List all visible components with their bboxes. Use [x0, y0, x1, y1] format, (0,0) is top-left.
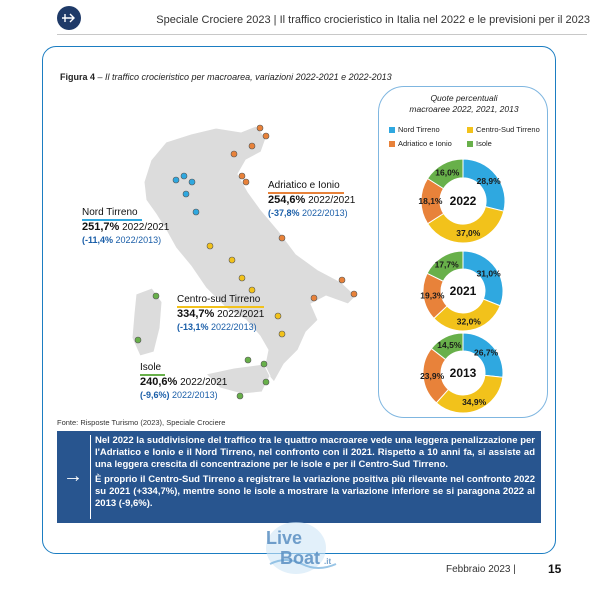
figure-caption-text: Il traffico crocieristico per macroarea, variazioni 2022-2021 e 2022-2013 [105, 72, 392, 82]
pie-panel-title-line2: macroaree 2022, 2021, 2013 [409, 104, 519, 114]
region-var-label: 2022/2021 [180, 377, 228, 388]
region-var-label: 2022/2013) [115, 235, 162, 245]
region-var-2022-2013: (-37,8% [268, 208, 300, 218]
region-var-2022-2021: 254,6% [268, 194, 306, 206]
region-name: Isole [140, 362, 165, 376]
donut-center-year: 2022 [449, 194, 477, 208]
livebot-it-text: .it [324, 557, 332, 566]
legend-swatch [467, 127, 473, 133]
livebot-watermark-logo [256, 520, 348, 580]
figure-source: Fonte: Risposte Turismo (2023), Speciale Crociere [57, 418, 226, 427]
region-var-label: 2022/2021 [217, 309, 265, 320]
pie-panel-title-line1: Quote percentuali [430, 93, 498, 103]
donut-chart-2021 [401, 249, 525, 333]
region-var-2022-2021: 240,6% [140, 376, 178, 388]
donut-slice-label: 28,9% [476, 175, 501, 186]
summary-box [57, 431, 541, 523]
region-var-label: 2022/2013) [302, 208, 348, 218]
region-name: Centro-sud Tirreno [177, 294, 264, 308]
donut-slice-label: 37,0% [456, 228, 481, 239]
header-divider [57, 34, 587, 35]
region-label-nord-tirreno [82, 207, 169, 247]
region-var-label: 2022/2013) [172, 390, 218, 400]
donut-slice-label: 32,0% [456, 316, 481, 327]
legend-item-isole [467, 139, 492, 148]
figure-label: Figura 4 [60, 72, 96, 82]
header-title: Speciale Crociere 2023 | Il traffico crocieristico in Italia nel 2022 e le previsioni per il 2023 [156, 14, 590, 26]
region-name: Nord Tirreno [82, 207, 142, 221]
legend-swatch [389, 127, 395, 133]
legend-label: Adriatico e Ionio [398, 139, 452, 148]
legend-swatch [467, 141, 473, 147]
figure-caption [60, 72, 392, 82]
legend-label: Isole [476, 139, 492, 148]
region-var-2022-2021: 334,7% [177, 308, 215, 320]
livebot-boat-text: Boat [280, 548, 320, 568]
livebot-live-text: Live [266, 528, 303, 548]
summary-paragraph-1: Nel 2022 la suddivisione del traffico tra le quattro macroaree vede una leggera penalizzazione per l'Adriatico e Ionio e il Nord Tirreno, nel confronto con il 2021. Rispetto a 10 anni fa, si assiste ad una leggera crescita di concentrazione per le isole e per il Centro-Sud Tirreno. [95, 435, 535, 470]
legend-label: Centro-Sud Tirreno [476, 125, 540, 134]
pie-panel [378, 86, 548, 418]
donut-slice-label: 23,9% [420, 370, 445, 381]
region-label-isole [140, 362, 227, 402]
region-var-label: 2022/2013) [211, 322, 257, 332]
donut-slice-centro-sud-tirreno [436, 375, 502, 413]
donut-slice-label: 26,7% [474, 347, 499, 358]
region-var-2022-2013: (-13,1% [177, 322, 209, 332]
donut-slice-label: 16,0% [435, 167, 460, 178]
publisher-logo [57, 6, 81, 30]
legend-item-adriatico-ionio [389, 139, 452, 148]
donut-slice-label: 31,0% [476, 268, 501, 279]
region-var-label: 2022/2021 [308, 195, 356, 206]
donut-slice-label: 18,1% [418, 196, 443, 207]
donut-chart-2013 [401, 331, 525, 415]
figure-caption-dash: – [95, 72, 106, 82]
italy-mainland [144, 126, 356, 382]
donut-slice-label: 14,5% [437, 340, 462, 351]
legend-item-nord-tirreno [389, 125, 440, 134]
donut-slice-label: 19,3% [420, 290, 445, 301]
region-name: Adriatico e Ionio [268, 180, 344, 194]
summary-paragraph-2: È proprio il Centro-Sud Tirreno a registrare la variazione positiva più rilevante nel confronto 2022 su 2021 (+334,7%), mentre sono le isole a mostrare la variazione inferiore se si paragona 2022 al 2013 (-9,6%). [95, 474, 535, 509]
donut-slice-label: 17,7% [434, 259, 459, 270]
legend-item-centro-sud-tirreno [467, 125, 540, 134]
donut-center-year: 2013 [449, 366, 477, 380]
pie-panel-title [379, 93, 549, 115]
region-var-2022-2021: 251,7% [82, 221, 120, 233]
summary-text [95, 435, 535, 513]
page-number: 15 [548, 562, 562, 576]
region-var-label: 2022/2021 [122, 222, 170, 233]
donut-center-year: 2021 [449, 284, 477, 298]
legend-swatch [389, 141, 395, 147]
summary-divider [90, 435, 91, 519]
region-label-centro-sud-tirreno [177, 294, 264, 334]
donut-slice-label: 34,9% [462, 396, 487, 407]
region-var-2022-2013: (-9,6%) [140, 390, 170, 400]
region-label-adriatico-ionio [268, 180, 355, 220]
arrow-right-icon: → [63, 465, 83, 487]
region-var-2022-2013: (-11,4% [82, 235, 114, 245]
legend-label: Nord Tirreno [398, 125, 440, 134]
footer-date: Febbraio 2023 | [446, 564, 516, 575]
donut-chart-2022 [401, 157, 525, 245]
